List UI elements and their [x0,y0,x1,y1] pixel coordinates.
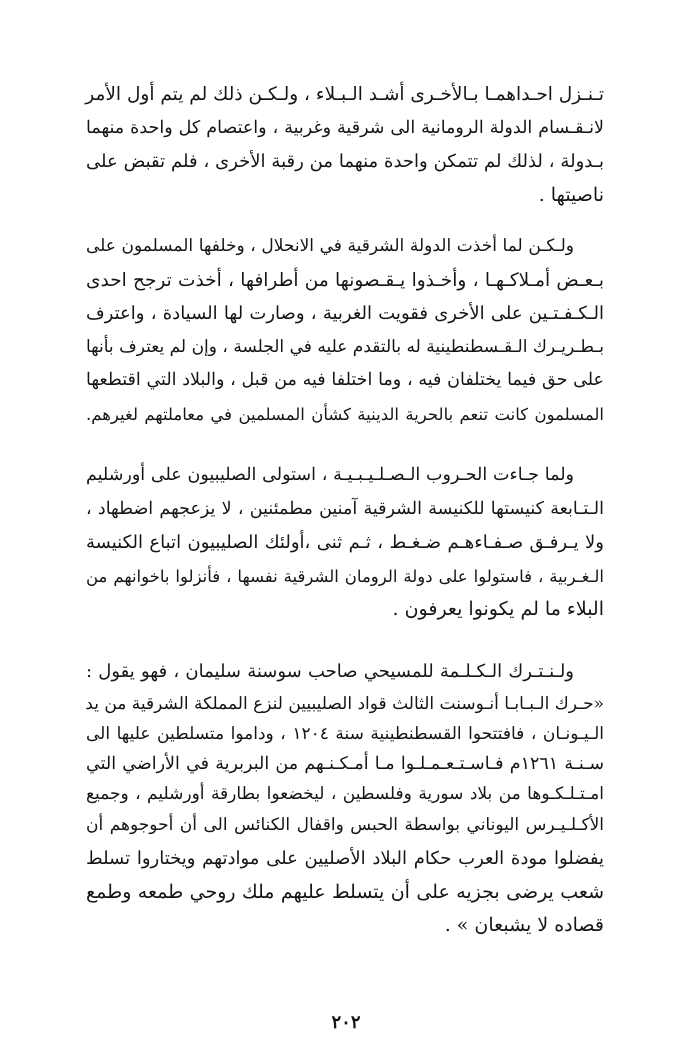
text-line: تـنـزل احـداهمـا بـالأخـرى أشـد الـبـلاء ، ولـكـن ذلك لم يتم أول الأمر [85,84,604,105]
text-line: المسلمون كانت تنعم بالحرية الدينية كشأن المسلمين في معاملتهم لغيرهم. [86,404,604,424]
text-line: ولـنـتـرك الـكـلـمة للمسيحي صاحب سوسنة سليمان ، فهو يقول : [86,661,574,682]
text-line: ولا يـرفـق صـفـاءهـم ضـغـط ، ثـم ثنى ،أولئك الصليبيون اتباع الكنيسة [86,532,604,553]
page-number: ٢٠٢ [331,1012,361,1033]
text-line: امـتـلـكـوها من بلاد سورية وفلسطين ، ليخضعوا بطارقة أورشليم ، وجميع [86,783,604,804]
text-line: سـنـة ١٢٦١م فـاسـتـعـمـلـوا مـا أمـكـنـهم من البربرية في الأراضي التي [86,753,604,774]
text-line: ولما جـاءت الحـروب الـصـلـيـبـيـة ، استولى الصليبيون على أورشليم [86,465,574,485]
text-line: الأكـلـيـرس اليوناني بواسطة الحبس واقفال الكنائس الى أن أحوجوهم أن [86,814,604,835]
paragraph-4-quote [86,655,604,943]
text-line: بـطـريـرك الـقـسطنطينية له بالتقدم عليه في الجلسة ، وإن لم يعترف بأنها [86,336,604,357]
text-line: على حق فيما يختلفان فيه ، وما اختلفا فيه من قبل ، والبلاد التي اقتطعها [86,370,604,390]
text-line: بـعـض أمـلاكـهـا ، وأخـذوا يـقـصونها من أطرافها ، أخذت ترجح احدى [86,269,604,291]
text-line: «حـرك الـبـابـا أنـوسنت الثالث قواد الصليبيين لنزع المملكة الشرقية من يد [85,693,604,714]
text-line: الـيـونـان ، فافتتحوا القسطنطينية سنة ١٢٠٤ ، وداموا متسلطين عليها الى [86,723,605,744]
text-line: الـتـابعة كنيستها للكنيسة الشرقية آمنين مطمئنين ، لا يزعجهم اضطهاد ، [86,498,604,519]
text-line: بـدولة ، لذلك لم تتمكن واحدة منهما من رقبة الأخرى ، فلم تقبض على [86,151,604,172]
text-line: الـكـفـتـين على الأخرى فقويت الغربية ، وصارت لها السيادة ، واعترف [86,303,604,324]
text-line: يفضلوا مودة العرب حكام البلاد الأصليين على موادتهم ويختاروا تسلط [86,848,604,869]
text-line: ناصيتها . [538,183,604,206]
text-line: قصاده لا يشبعان » . [444,914,604,936]
paragraph-3 [86,459,604,627]
text-line: لانـقـسام الدولة الرومانية الى شرقية وغربية ، واعتصام كل واحدة منهما [86,117,604,138]
paragraph-1 [86,78,604,212]
text-line: الـغـربية ، فاستولوا على دولة الرومان الشرقية نفسها ، فأنزلوا باخوانهم من [86,566,604,586]
paragraph-2 [86,230,604,431]
text-line: ولـكـن لما أخذت الدولة الشرقية في الانحلال ، وخلفها المسلمون على [86,236,574,256]
text-line: شعب يرضى بجزيه على أن يتسلط عليهم ملك روحي طمعه وطمع [86,880,604,903]
text-line: البلاء ما لم يكونوا يعرفون . [392,598,604,620]
